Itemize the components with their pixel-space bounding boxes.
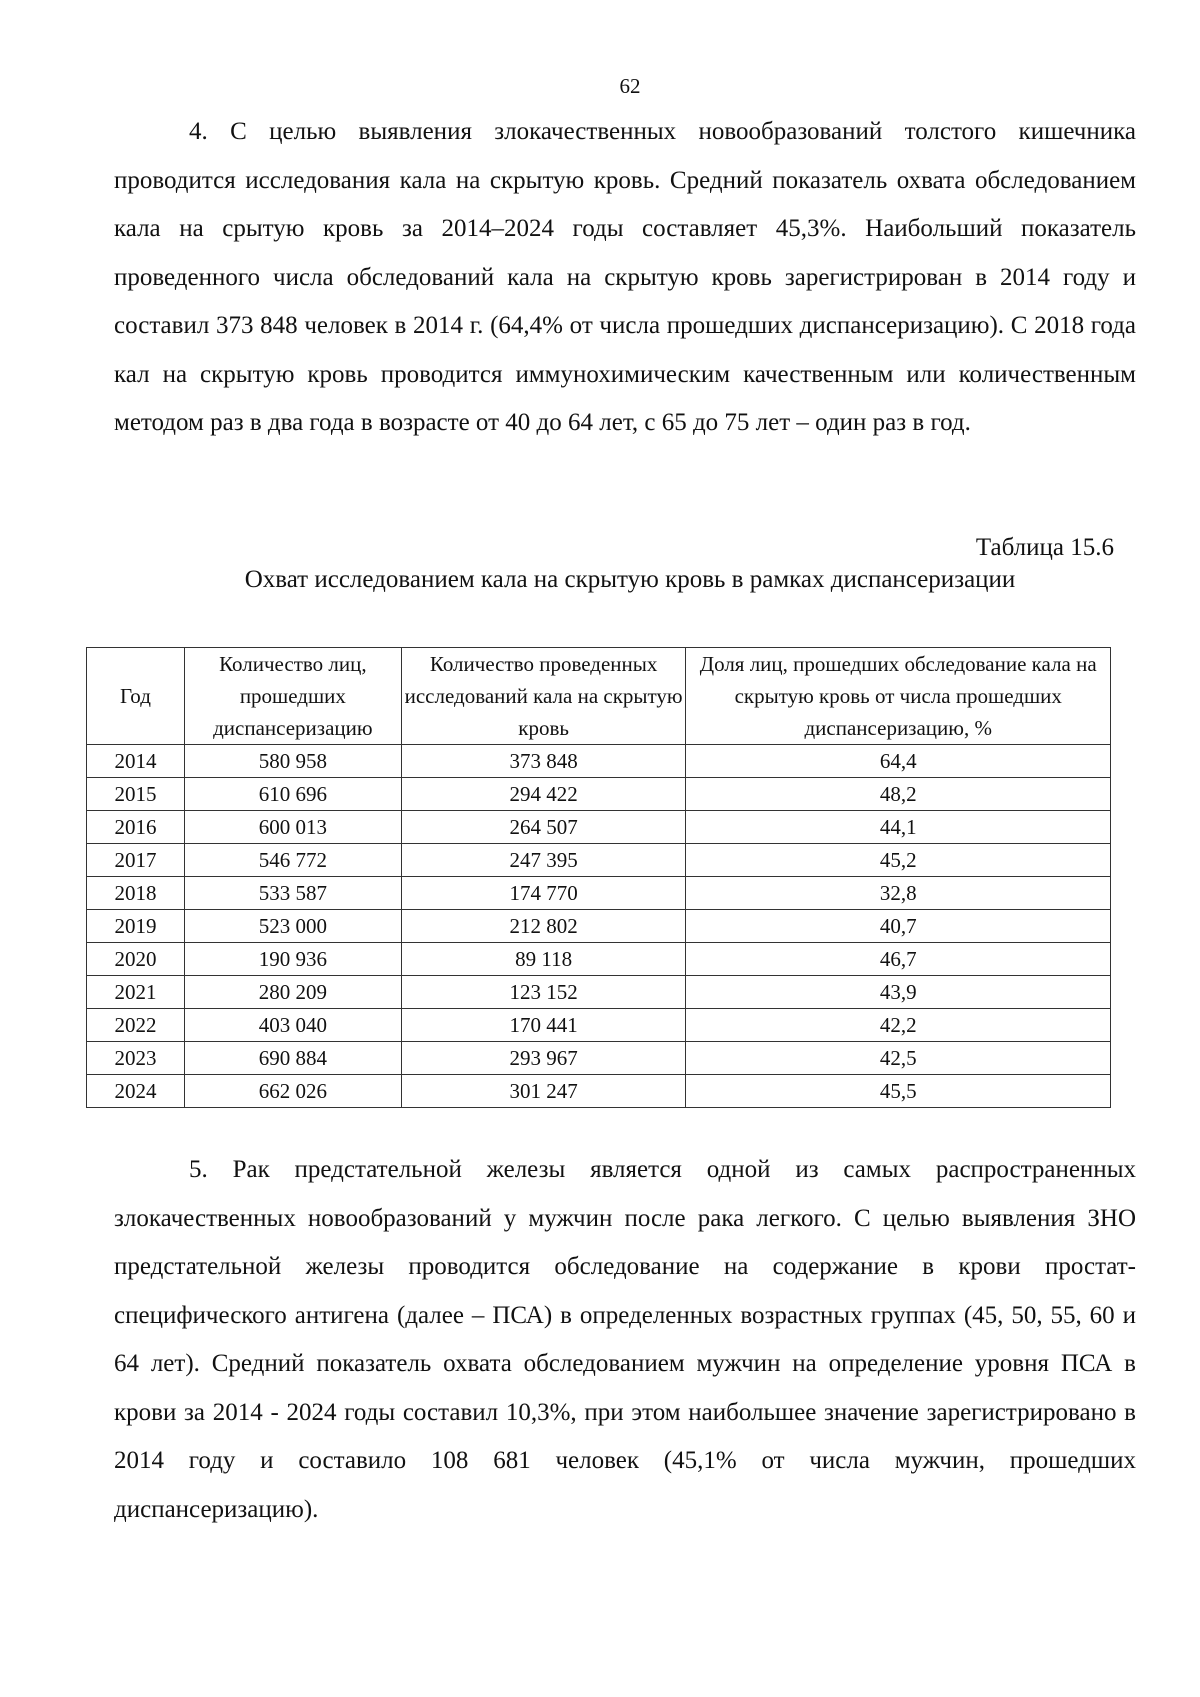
cell-people: 190 936 — [184, 943, 401, 976]
table-row — [87, 778, 1111, 811]
table-row — [87, 1075, 1111, 1108]
cell-tests: 373 848 — [401, 745, 686, 778]
cell-share: 40,7 — [686, 910, 1111, 943]
page-number: 62 — [619, 74, 641, 98]
cell-share: 43,9 — [686, 976, 1111, 1009]
cell-tests: 170 441 — [401, 1009, 686, 1042]
cell-year: 2021 — [87, 976, 185, 1009]
table-row — [87, 877, 1111, 910]
header-people-examined: Количество лиц, прошедших диспансеризацию — [184, 648, 401, 745]
table-caption-number: Таблица 15.6 — [975, 534, 1114, 561]
cell-year: 2022 — [87, 1009, 185, 1042]
table-row — [87, 910, 1111, 943]
cell-people: 546 772 — [184, 844, 401, 877]
cell-year: 2014 — [87, 745, 185, 778]
cell-people: 533 587 — [184, 877, 401, 910]
table-row — [87, 976, 1111, 1009]
cell-share: 42,5 — [686, 1042, 1111, 1075]
cell-share: 45,2 — [686, 844, 1111, 877]
cell-people: 280 209 — [184, 976, 401, 1009]
table-row — [87, 1009, 1111, 1042]
cell-year: 2019 — [87, 910, 185, 943]
cell-tests: 247 395 — [401, 844, 686, 877]
cell-year: 2020 — [87, 943, 185, 976]
header-coverage-share: Доля лиц, прошедших обследование кала на скрытую кровь от числа прошедших диспансеризацию, % — [686, 648, 1111, 745]
cell-tests: 293 967 — [401, 1042, 686, 1075]
cell-tests: 174 770 — [401, 877, 686, 910]
paragraph-fecal-occult-blood: 4. С целью выявления злокачественных новообразований толстого кишечника проводится исследования кала на скрытую кровь. Средний показатель охвата обследованием кала на срытую кровь за 2014–2024 годы составляет 45,3%. Наибольший показатель проведенного числа обследований кала на скрытую кровь зарегистрирован в 2014 году и составил 373 848 человек в 2014 г. (64,4% от числа прошедших диспансеризацию). С 2018 года кал на скрытую кровь проводится иммунохимическим качественным или количественным методом раз в два года в возрасте от 40 до 64 лет, с 65 до 75 лет – один раз в год. — [114, 118, 1136, 436]
table-row — [87, 811, 1111, 844]
header-tests-performed: Количество проведенных исследований кала на скрытую кровь — [401, 648, 686, 745]
cell-year: 2018 — [87, 877, 185, 910]
cell-year: 2023 — [87, 1042, 185, 1075]
cell-people: 523 000 — [184, 910, 401, 943]
cell-tests: 212 802 — [401, 910, 686, 943]
header-year: Год — [87, 648, 185, 745]
paragraph-psa-screening: 5. Рак предстательной железы является одной из самых распространенных злокачественных новообразований у мужчин после рака легкого. С целью выявления ЗНО предстательной железы проводится обследование на содержание в крови простат-специфического антигена (далее – ПСА) в определенных возрастных группах (45, 50, 55, 60 и 64 лет). Средний показатель охвата обследованием мужчин на определение уровня ПСА в крови за 2014 - 2024 годы составил 10,3%, при этом наибольшее значение зарегистрировано в 2014 году и составило 108 681 человек (45,1% от числа мужчин, прошедших диспансеризацию). — [114, 1156, 1136, 1523]
cell-share: 32,8 — [686, 877, 1111, 910]
table-row — [87, 745, 1111, 778]
cell-year: 2016 — [87, 811, 185, 844]
table-row — [87, 1042, 1111, 1075]
cell-share: 42,2 — [686, 1009, 1111, 1042]
table-caption-title: Охват исследованием кала на скрытую кровь в рамках диспансеризации — [244, 566, 1016, 593]
table-row — [87, 943, 1111, 976]
cell-people: 662 026 — [184, 1075, 401, 1108]
cell-share: 44,1 — [686, 811, 1111, 844]
cell-share: 48,2 — [686, 778, 1111, 811]
cell-year: 2015 — [87, 778, 185, 811]
cell-people: 600 013 — [184, 811, 401, 844]
cell-share: 64,4 — [686, 745, 1111, 778]
cell-share: 45,5 — [686, 1075, 1111, 1108]
table-row — [87, 844, 1111, 877]
table-header-row — [87, 648, 1111, 745]
cell-people: 690 884 — [184, 1042, 401, 1075]
screening-coverage-table — [86, 647, 1111, 1108]
cell-people: 610 696 — [184, 778, 401, 811]
cell-people: 403 040 — [184, 1009, 401, 1042]
cell-tests: 123 152 — [401, 976, 686, 1009]
cell-year: 2017 — [87, 844, 185, 877]
cell-tests: 264 507 — [401, 811, 686, 844]
cell-tests: 294 422 — [401, 778, 686, 811]
cell-tests: 301 247 — [401, 1075, 686, 1108]
cell-tests: 89 118 — [401, 943, 686, 976]
cell-year: 2024 — [87, 1075, 185, 1108]
cell-share: 46,7 — [686, 943, 1111, 976]
cell-people: 580 958 — [184, 745, 401, 778]
